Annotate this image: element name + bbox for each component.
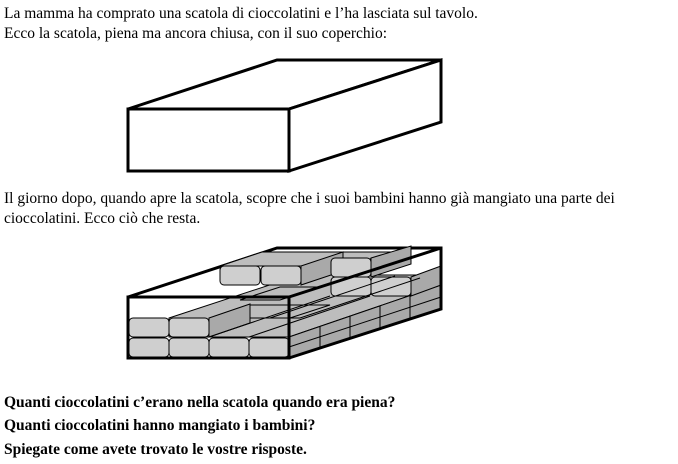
intro-line-1: La mamma ha comprato una scatola di cioccolatini e l’ha lasciata sul tavolo. [4, 5, 478, 22]
chocolate [371, 277, 411, 296]
chocolate [261, 266, 301, 285]
after-line-2: cioccolatini. Ecco ciò che resta. [4, 210, 201, 227]
question-2: Quanti cioccolatini hanno mangiato i bambini? [4, 417, 316, 434]
chocolate [129, 318, 169, 337]
after-line-1: Il giorno dopo, quando apre la scatola, scopre che i suoi bambini hanno già mangiato una parte dei [4, 190, 615, 207]
chocolate [249, 338, 289, 357]
question-3: Spiegate come avete trovato le vostre risposte. [4, 441, 307, 458]
chocolate [220, 266, 260, 285]
intro-line-2: Ecco la scatola, piena ma ancora chiusa, con il suo coperchio: [4, 25, 388, 42]
question-1: Quanti cioccolatini c’erano nella scatola quando era piena? [4, 394, 396, 411]
chocolate [169, 338, 209, 357]
chocolate [209, 338, 249, 357]
chocolate [169, 318, 209, 337]
chocolate-side [371, 246, 411, 277]
chocolate [331, 258, 371, 277]
chocolate [129, 338, 169, 357]
